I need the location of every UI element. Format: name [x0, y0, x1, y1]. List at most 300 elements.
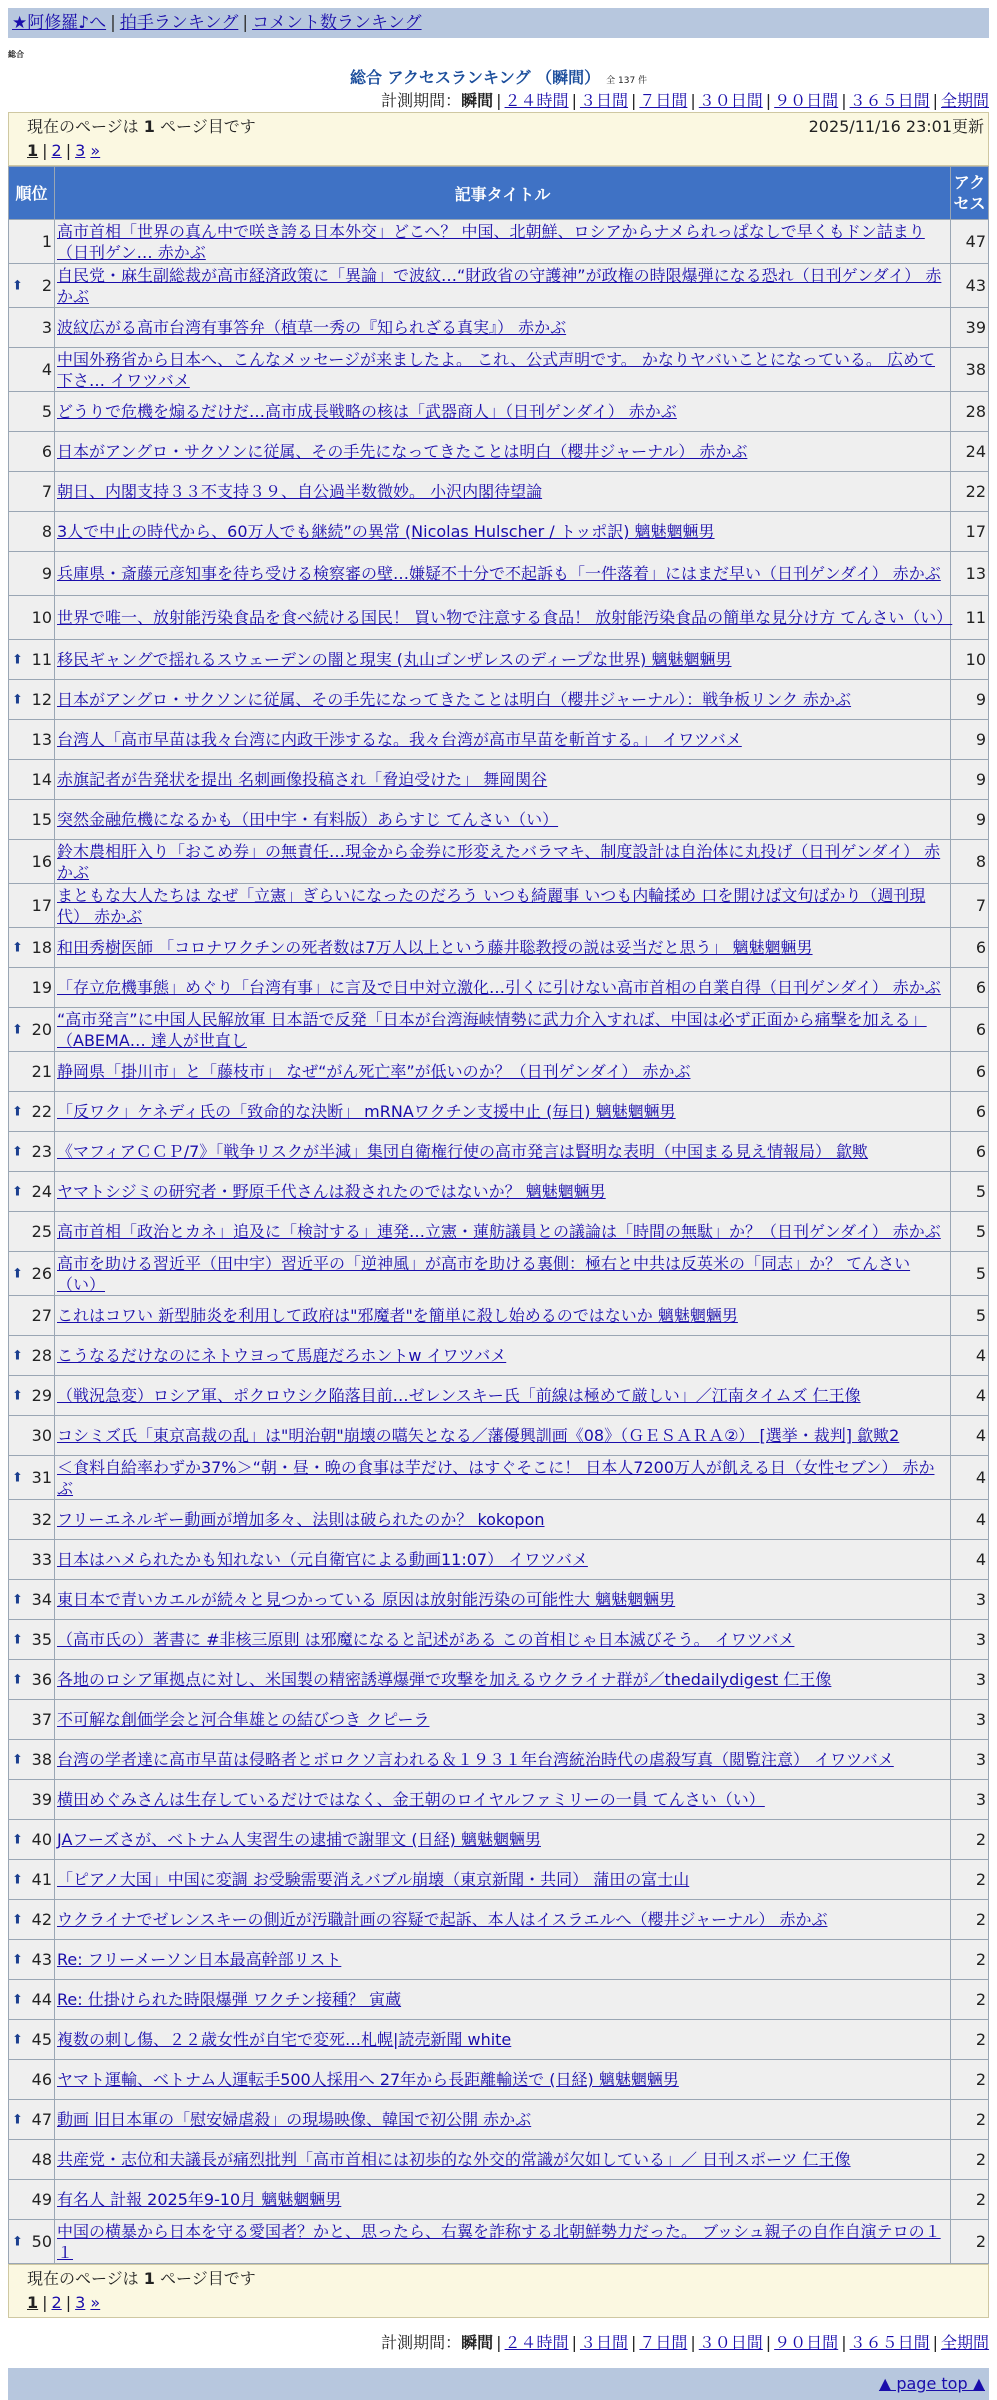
ranking-row [9, 1092, 988, 1131]
rank-number: 26 [31, 1264, 52, 1283]
article-link[interactable]: 高市を助ける習近平（田中宇）習近平の「逆神風」が高市を助ける裏側：極右と中共は反英米の「同志」か？ てんさい（い） [57, 1253, 911, 1294]
rank-cell [9, 1252, 54, 1295]
rank-number: 47 [31, 2110, 52, 2129]
title-cell [55, 1820, 950, 1859]
article-link[interactable]: 静岡県「掛川市」と「藤枝市」 なぜ“がん死亡率”が低いのか？（日刊ゲンダイ） 赤かぶ [57, 1062, 691, 1081]
rank-number: 14 [31, 770, 52, 789]
rank-cell [9, 1940, 54, 1979]
up-arrow-icon: ⬆ [12, 2032, 23, 2047]
rank-cell [9, 1660, 54, 1699]
title-cell [55, 552, 950, 595]
up-arrow-icon: ⬆ [12, 1266, 23, 1281]
rank-cell [9, 220, 54, 263]
ranking-row [9, 2100, 988, 2139]
rank-number: 23 [31, 1142, 52, 1161]
title-cell [55, 1780, 950, 1819]
pager-current-page: 1 [27, 2293, 39, 2312]
rank-cell [9, 1416, 54, 1455]
title-cell [55, 680, 950, 719]
up-arrow-icon: ⬆ [12, 940, 23, 955]
rank-number: 48 [31, 2150, 52, 2169]
period-option-link[interactable]: ３６５日間 [849, 91, 930, 110]
rank-number: 17 [31, 896, 52, 915]
up-arrow-icon: ⬆ [12, 1022, 23, 1037]
title-cell [55, 472, 950, 511]
article-link[interactable]: 各地のロシア軍拠点に対し、米国製の精密誘導爆弾で攻撃を加えるウクライナ群が／thedailydigest 仁王像 [57, 1670, 832, 1689]
access-count: 9 [951, 680, 988, 719]
period-option-link[interactable]: ３日間 [579, 91, 628, 110]
up-arrow-icon: ⬆ [12, 2234, 23, 2249]
rank-number: 6 [41, 442, 52, 461]
article-link[interactable]: 世界で唯一、放射能汚染食品を食べ続ける国民！ 買い物で注意する食品！ 放射能汚染食品の簡単な見分け方 てんさい（い） [57, 608, 953, 627]
up-arrow-icon: ⬆ [12, 1952, 23, 1967]
article-link[interactable]: 《マフィアＣＣＰ/7》「戦争リスクが半減」集団自衛権行使の高市発言は賢明な表明（中国まる見え情報局） 歙歟 [57, 1142, 869, 1161]
period-separator: | [496, 2333, 502, 2352]
period-option-link[interactable]: ３０日間 [698, 2333, 763, 2352]
period-separator: | [932, 91, 938, 110]
clap-ranking-link[interactable]: 拍手ランキング [119, 13, 239, 33]
rank-cell [9, 1820, 54, 1859]
access-count: 5 [951, 1296, 988, 1335]
title-cell [55, 2020, 950, 2059]
current-page-text: 現在のページは 1 ページ目です [27, 117, 256, 136]
rank-cell [9, 1456, 54, 1499]
rank-cell [9, 552, 54, 595]
current-page-text: 現在のページは 1 ページ目です [27, 2269, 256, 2288]
rank-number: 16 [31, 852, 52, 871]
access-count: 6 [951, 968, 988, 1007]
rank-number: 3 [41, 318, 52, 337]
rank-number: 40 [31, 1830, 52, 1849]
title-cell [55, 308, 950, 347]
rank-cell [9, 1132, 54, 1171]
access-count: 7 [951, 884, 988, 927]
rank-number: 42 [31, 1910, 52, 1929]
ranking-row [9, 1540, 988, 1579]
rank-number: 21 [31, 1062, 52, 1081]
article-link[interactable]: これはコワい 新型肺炎を利用して政府は"邪魔者"を簡単に殺し始めるのではないか 魑魅魍魎男 [57, 1306, 738, 1325]
pager-page-link[interactable]: 2 [51, 2293, 62, 2312]
article-link[interactable]: 赤旗記者が告発状を提出 名刺画像投稿され「脅迫受けた」 舞岡関谷 [57, 770, 548, 789]
ranking-row [9, 1900, 988, 1939]
access-count: 5 [951, 1212, 988, 1251]
period-separator: | [932, 2333, 938, 2352]
access-count: 6 [951, 1052, 988, 1091]
ranking-row [9, 1700, 988, 1739]
rank-cell [9, 2220, 54, 2263]
access-count: 2 [951, 2100, 988, 2139]
access-count: 4 [951, 1456, 988, 1499]
title-cell [55, 928, 950, 967]
access-count: 4 [951, 1500, 988, 1539]
rank-cell [9, 1296, 54, 1335]
rank-number: 43 [31, 1950, 52, 1969]
title-cell [55, 2100, 950, 2139]
rank-number: 38 [31, 1750, 52, 1769]
period-option-link[interactable]: 全期間 [940, 2333, 989, 2352]
rank-cell [9, 2180, 54, 2219]
article-link[interactable]: 不可解な創価学会と河合隼雄との結びつき クピーラ [57, 1710, 430, 1729]
rank-number: 36 [31, 1670, 52, 1689]
period-separator: | [841, 2333, 847, 2352]
article-link[interactable]: 和田秀樹医師 「コロナワクチンの死者数は7万人以上という藤井聡教授の説は妥当だと思う」 魑魅魍魎男 [57, 938, 813, 957]
title-cell [55, 1900, 950, 1939]
article-link[interactable]: 東日本で青いカエルが続々と見つかっている 原因は放射能汚染の可能性大 魑魅魍魎男 [57, 1590, 676, 1609]
title-cell [55, 1132, 950, 1171]
pager-separator: | [65, 141, 72, 160]
rank-number: 27 [31, 1306, 52, 1325]
rank-cell [9, 720, 54, 759]
article-link[interactable]: （戦況急変）ロシア軍、ポクロウシク陥落目前…ゼレンスキー氏「前線は極めて厳しい」／江南タイムズ 仁王像 [57, 1386, 861, 1405]
article-link[interactable]: 移民ギャングで揺れるスウェーデンの闇と現実 (丸山ゴンザレスのディープな世界) 魑魅魍魎男 [57, 650, 732, 669]
article-link[interactable]: 共産党・志位和夫議長が痛烈批判「高市首相には初歩的な外交的常識が欠如している」／ 日刊スポーツ 仁王像 [57, 2150, 851, 2169]
access-count: 47 [951, 220, 988, 263]
ranking-row [9, 1296, 988, 1335]
article-link[interactable]: まともな大人たちは なぜ「立憲」ぎらいになったのだろう いつも綺麗事 いつも内輪揉め 口を開けば文句ばかり（週刊現代） 赤かぶ [57, 885, 926, 926]
rank-cell [9, 472, 54, 511]
title-cell [55, 264, 950, 307]
up-arrow-icon: ⬆ [12, 1144, 23, 1159]
title-cell [55, 1092, 950, 1131]
ranking-row [9, 1820, 988, 1859]
article-link[interactable]: 日本がアングロ・サクソンに従属、その手先になってきたことは明白（櫻井ジャーナル） 赤かぶ [57, 442, 748, 461]
pager-page-link[interactable]: 3 [75, 2293, 86, 2312]
article-link[interactable]: 複数の刺し傷、２２歳女性が自宅で変死…札幌|読売新聞 white [57, 2030, 512, 2049]
ranking-row [9, 1940, 988, 1979]
current-page-number: 1 [143, 2269, 155, 2288]
rank-cell [9, 840, 54, 883]
rank-cell [9, 1336, 54, 1375]
up-arrow-icon: ⬆ [12, 1832, 23, 1847]
ranking-row [9, 1860, 988, 1899]
pagination [27, 139, 984, 163]
access-count: 6 [951, 1092, 988, 1131]
rank-number: 19 [31, 978, 52, 997]
title-cell [55, 1540, 950, 1579]
ranking-row [9, 2140, 988, 2179]
rank-cell [9, 1500, 54, 1539]
ranking-row [9, 264, 988, 307]
article-link[interactable]: 有名人 計報 2025年9-10月 魑魅魍魎男 [57, 2190, 342, 2209]
access-count: 28 [951, 392, 988, 431]
access-count: 3 [951, 1580, 988, 1619]
rank-cell [9, 1980, 54, 2019]
article-link[interactable]: フリーエネルギー動画が増加多々、法則は破られたのか？ kokopon [57, 1510, 545, 1529]
period-option-link[interactable]: 全期間 [940, 91, 989, 110]
title-cell [55, 1252, 950, 1295]
article-link[interactable]: どうりで危機を煽るだけだ…高市成長戦略の核は「武器商人」（日刊ゲンダイ） 赤かぶ [57, 402, 677, 421]
ranking-row [9, 680, 988, 719]
nav-separator: | [110, 13, 116, 33]
title-cell [55, 720, 950, 759]
rank-number: 10 [31, 608, 52, 627]
article-link[interactable]: 鈴木農相肝入り「おこめ券」の無責任…現金から金券に形変えたバラマキ、制度設計は自治体に丸投げ（日刊ゲンダイ） 赤かぶ [57, 841, 941, 882]
rank-column-header: 順位 [9, 167, 54, 219]
ranking-row [9, 1008, 988, 1051]
period-selector [8, 90, 989, 112]
article-link[interactable]: 自民党・麻生副総裁が高市経済政策に「異論」で波紋…“財政省の守護神”が政権の時限爆弾になる恐れ（日刊ゲンダイ） 赤かぶ [57, 265, 942, 306]
ranking-row [9, 1376, 988, 1415]
article-link[interactable]: 動画 旧日本軍の「慰安婦虐殺」の現場映像、韓国で初公開 赤かぶ [57, 2110, 532, 2129]
title-cell [55, 1980, 950, 2019]
up-arrow-icon: ⬆ [12, 692, 23, 707]
ranking-title: 総合 アクセスランキング （瞬間） [349, 68, 601, 87]
article-link[interactable]: Re: フリーメーソン日本最高幹部リスト [57, 1950, 342, 1969]
access-count: 3 [951, 1620, 988, 1659]
article-link[interactable]: 高市首相「世界の真ん中で咲き誇る日本外交」どこへ？ 中国、北朝鮮、ロシアからナメられっぱなしで早くもドン詰まり（日刊ゲン… 赤かぶ [57, 221, 925, 262]
pager-next-link[interactable]: » [90, 2293, 101, 2312]
period-option-link[interactable]: ７日間 [639, 2333, 688, 2352]
title-cell [55, 884, 950, 927]
rank-cell [9, 308, 54, 347]
title-cell [55, 840, 950, 883]
rank-cell [9, 512, 54, 551]
up-arrow-icon: ⬆ [12, 1752, 23, 1767]
article-link[interactable]: 日本はハメられたかも知れない（元自衛官による動画11:07） イワツバメ [57, 1550, 588, 1569]
pager-current-page: 1 [27, 141, 39, 160]
home-link[interactable]: ★阿修羅♪へ [12, 13, 107, 33]
article-link[interactable]: 横田めぐみさんは生存しているだけではなく、金王朝のロイヤルファミリーの一員 てんさい（い） [57, 1790, 765, 1809]
article-link[interactable]: “高市発言”に中国人民解放軍 日本語で反発「日本が台湾海峡情勢に武力介入すれば、中国は必ず正面から痛撃を加える」（ABEMA… 達人が世直し [57, 1009, 927, 1050]
access-count: 6 [951, 1008, 988, 1051]
ranking-row [9, 1500, 988, 1539]
access-count: 39 [951, 308, 988, 347]
article-link[interactable]: コシミズ氏「東京高裁の乱」は"明治朝"崩壊の嚆矢となる／藩優興訓画《08》（ＧＥＳＡＲＡ②） [選挙・裁判] 歙歟2 [57, 1426, 900, 1445]
up-arrow-icon: ⬆ [12, 1592, 23, 1607]
period-option-link[interactable]: ９０日間 [774, 2333, 839, 2352]
title-cell [55, 1860, 950, 1899]
up-arrow-icon: ⬆ [12, 1184, 23, 1199]
rank-number: 46 [31, 2070, 52, 2089]
period-option-link[interactable]: ３日間 [579, 2333, 628, 2352]
title-cell [55, 348, 950, 391]
article-link[interactable]: 中国の横暴から日本を守る愛国者？かと、思ったら、右翼を詐称する北朝鮮勢力だった。 ブッシュ親子の自作自演テロの１１ [57, 2221, 941, 2262]
access-count: 2 [951, 1940, 988, 1979]
period-option-link[interactable]: ２４時間 [504, 2333, 569, 2352]
rank-number: 15 [31, 810, 52, 829]
rank-cell [9, 1052, 54, 1091]
title-cell [55, 596, 953, 639]
page-info-box [8, 112, 989, 166]
pager-page-link[interactable]: 3 [75, 141, 86, 160]
access-count: 10 [951, 640, 988, 679]
access-count: 9 [951, 760, 988, 799]
period-option-link[interactable]: ９０日間 [774, 91, 839, 110]
period-separator: | [630, 2333, 637, 2352]
ranking-table [8, 166, 989, 2264]
rank-cell [9, 2140, 54, 2179]
article-link[interactable]: JAフーズさが、ベトナム人実習生の逮捕で謝罪文 (日経) 魑魅魍魎男 [57, 1830, 541, 1849]
title-cell [55, 1456, 950, 1499]
access-count: 2 [951, 2060, 988, 2099]
title-cell [55, 1172, 950, 1211]
title-cell [55, 800, 950, 839]
access-count: 2 [951, 2180, 988, 2219]
rank-cell [9, 1700, 54, 1739]
ranking-row [9, 1456, 988, 1499]
rank-cell [9, 596, 54, 639]
pager-next-link[interactable]: » [90, 141, 101, 160]
period-separator: | [571, 91, 577, 110]
period-separator: | [690, 91, 696, 110]
ranking-row [9, 1172, 988, 1211]
ranking-row [9, 1620, 988, 1659]
access-count: 17 [951, 512, 988, 551]
period-option-link[interactable]: ３０日間 [698, 91, 763, 110]
title-cell [55, 1580, 950, 1619]
period-option-link[interactable]: ３６５日間 [849, 2333, 930, 2352]
period-option-link[interactable]: ７日間 [639, 91, 688, 110]
title-cell [55, 760, 950, 799]
page-top-link[interactable]: ▲ page top ▲ [878, 2374, 985, 2393]
rank-cell [9, 1212, 54, 1251]
article-link[interactable]: 日本がアングロ・サクソンに従属、その手先になってきたことは明白（櫻井ジャーナル）：戦争板リンク 赤かぶ [57, 690, 852, 709]
ranking-heading [8, 65, 989, 88]
article-link[interactable]: 突然金融危機になるかも（田中宇・有料版）あらすじ てんさい（い） [57, 810, 559, 829]
title-cell [55, 432, 950, 471]
access-count: 24 [951, 432, 988, 471]
article-link[interactable]: 波紋広がる高市台湾有事答弁（植草一秀の『知られざる真実』） 赤かぶ [57, 318, 567, 337]
rank-cell [9, 800, 54, 839]
article-link[interactable]: 台湾の学者達に高市早苗は侵略者とボロクソ言われる＆１９３１年台湾統治時代の虐殺写真（閲覧注意） イワツバメ [57, 1750, 894, 1769]
ranking-row [9, 1580, 988, 1619]
title-cell [55, 1416, 950, 1455]
bottom-bar [8, 2368, 989, 2400]
up-arrow-icon: ⬆ [12, 1672, 23, 1687]
rank-cell [9, 1900, 54, 1939]
ranking-row [9, 1416, 988, 1455]
title-cell [55, 1052, 950, 1091]
rank-number: 13 [31, 730, 52, 749]
article-link[interactable]: こうなるだけなのにネトウヨって馬鹿だろホントw イワツバメ [57, 1346, 507, 1365]
ranking-row [9, 720, 988, 759]
article-link[interactable]: 3人で中止の時代から、60万人でも継続”の異常 (Nicolas Hulscher / トッポ訳) 魑魅魍魎男 [57, 522, 715, 541]
rank-cell [9, 348, 54, 391]
rank-number: 12 [31, 690, 52, 709]
rank-number: 32 [31, 1510, 52, 1529]
comment-ranking-link[interactable]: コメント数ランキング [252, 13, 422, 33]
rank-number: 2 [41, 276, 52, 295]
rank-cell [9, 392, 54, 431]
rank-cell [9, 2020, 54, 2059]
rank-number: 4 [41, 360, 52, 379]
ranking-row [9, 348, 988, 391]
title-cell [55, 392, 950, 431]
up-arrow-icon: ⬆ [12, 278, 23, 293]
up-arrow-icon: ⬆ [12, 1388, 23, 1403]
rank-number: 35 [31, 1630, 52, 1649]
total-count: 全 137 件 [606, 76, 648, 86]
pager-page-link[interactable]: 2 [51, 141, 62, 160]
article-link[interactable]: 朝日、内閣支持３３不支持３９、自公過半数微妙。 小沢内閣待望論 [57, 482, 543, 501]
ranking-row [9, 884, 988, 927]
rank-number: 18 [31, 938, 52, 957]
article-link[interactable]: 台湾人「高市早苗は我々台湾に内政干渉するな。我々台湾が高市早苗を斬首する。」 イワツバメ [57, 730, 742, 749]
article-link[interactable]: ＜食料自給率わずか37%＞“朝・昼・晩の食事は芋だけ、はすぐそこに！ 日本人7200万人が飢える日（女性セブン） 赤かぶ [57, 1457, 935, 1498]
rank-cell [9, 968, 54, 1007]
ranking-row [9, 1740, 988, 1779]
up-arrow-icon: ⬆ [12, 2112, 23, 2127]
rank-number: 20 [31, 1020, 52, 1039]
updated-time: 2025/11/16 23:01更新 [808, 117, 984, 136]
access-count: 2 [951, 1860, 988, 1899]
up-arrow-icon: ⬆ [12, 652, 23, 667]
access-count: 22 [951, 472, 988, 511]
article-link[interactable]: 「ピアノ大国」中国に変調 お受験需要消えバブル崩壊（東京新聞・共同） 蒲田の富士山 [57, 1870, 690, 1889]
article-link[interactable]: 兵庫県・斎藤元彦知事を待ち受ける検察審の壁…嫌疑不十分で不起訴も「一件落着」にはまだ早い（日刊ゲンダイ） 赤かぶ [57, 564, 941, 583]
rank-number: 29 [31, 1386, 52, 1405]
ranking-row [9, 392, 988, 431]
period-separator: | [765, 91, 772, 110]
rank-number: 50 [31, 2232, 52, 2251]
access-count: 5 [951, 1252, 988, 1295]
period-separator: | [630, 91, 637, 110]
rank-cell [9, 1620, 54, 1659]
access-count: 4 [951, 1336, 988, 1375]
pager-separator: | [42, 2293, 48, 2312]
ranking-row [9, 308, 988, 347]
article-link[interactable]: ヤマトシジミの研究者・野原千代さんは殺されたのではないか？ 魑魅魍魎男 [57, 1182, 606, 1201]
ranking-row [9, 2180, 988, 2219]
access-count: 2 [951, 1980, 988, 2019]
up-arrow-icon: ⬆ [12, 1872, 23, 1887]
rank-number: 5 [41, 402, 52, 421]
up-arrow-icon: ⬆ [12, 1348, 23, 1363]
period-separator: | [765, 2333, 772, 2352]
title-cell [55, 1740, 950, 1779]
rank-number: 49 [31, 2190, 52, 2209]
article-link[interactable]: 「存立危機事態」めぐり「台湾有事」に言及で日中対立激化…引くに引けない高市首相の自業自得（日刊ゲンダイ） 赤かぶ [57, 978, 941, 997]
period-current: 瞬間 [461, 2333, 494, 2352]
category-label: 総合 [8, 50, 24, 59]
current-page-number: 1 [143, 117, 155, 136]
ranking-row [9, 968, 988, 1007]
access-count: 3 [951, 1700, 988, 1739]
rank-cell [9, 432, 54, 471]
title-cell [55, 2220, 950, 2263]
rank-number: 28 [31, 1346, 52, 1365]
access-count: 8 [951, 840, 988, 883]
ranking-row [9, 1336, 988, 1375]
article-link[interactable]: ヤマト運輸、ベトナム人運転手500人採用へ 27年から長距離輸送で (日経) 魑魅魍魎男 [57, 2070, 679, 2089]
ranking-row [9, 1212, 988, 1251]
title-cell [55, 968, 950, 1007]
period-label: 計測期間： [381, 91, 462, 110]
article-link[interactable]: Re: 仕掛けられた時限爆弾 ワクチン接種？ 寅蔵 [57, 1990, 402, 2009]
ranking-row [9, 1252, 988, 1295]
ranking-row [9, 1132, 988, 1171]
rank-number: 9 [41, 564, 52, 583]
period-option-link[interactable]: ２４時間 [504, 91, 569, 110]
article-link[interactable]: ウクライナでゼレンスキーの側近が汚職計画の容疑で起訴、本人はイスラエルへ（櫻井ジャーナル） 赤かぶ [57, 1910, 828, 1929]
title-cell [55, 2140, 950, 2179]
title-column-header: 記事タイトル [55, 167, 950, 219]
rank-cell [9, 2100, 54, 2139]
access-count: 9 [951, 800, 988, 839]
rank-cell [9, 680, 54, 719]
article-link[interactable]: 「反ワク」ケネディ氏の「致命的な決断」 mRNAワクチン支援中止 (毎日) 魑魅魍魎男 [57, 1102, 676, 1121]
rank-cell [9, 1092, 54, 1131]
ranking-row [9, 1660, 988, 1699]
title-cell [55, 1336, 950, 1375]
article-link[interactable]: 中国外務省から日本へ、こんなメッセージが来ましたよ。 これ、公式声明です。 かなりヤバいことになっている。 広めて下さ… イワツバメ [57, 349, 935, 390]
article-link[interactable]: 高市首相「政治とカネ」追及に「検討する」連発…立憲・蓮舫議員との議論は「時間の無駄」か？（日刊ゲンダイ） 赤かぶ [57, 1222, 941, 1241]
rank-number: 41 [31, 1870, 52, 1889]
article-link[interactable]: （高市氏の）著書に #非核三原則 は邪魔になると記述がある この首相じゃ日本滅びそう。 イワツバメ [57, 1630, 795, 1649]
access-count: 4 [951, 1376, 988, 1415]
rank-cell [9, 1376, 54, 1415]
ranking-row [9, 800, 988, 839]
